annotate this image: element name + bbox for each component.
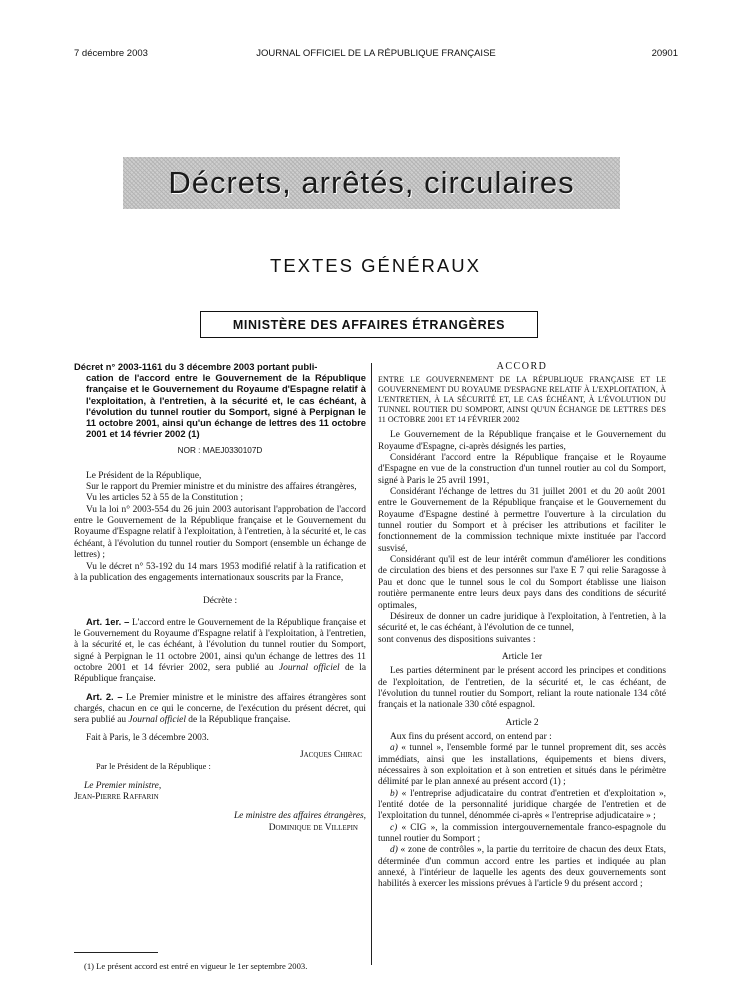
article-1 (74, 616, 366, 686)
banner-text: Décrets, arrêtés, circulaires (168, 165, 575, 200)
ministry-heading: MINISTÈRE DES AFFAIRES ÉTRANGÈRES (200, 311, 538, 338)
article-2 (74, 691, 366, 727)
definition-b (378, 789, 666, 823)
nor-reference: NOR : MAEJ0330107D (177, 446, 263, 456)
rapport-paragraph: Sur le rapport du Premier ministre et du ministre des affaires étrangères, (86, 482, 357, 493)
vu-constitution: Vu les articles 52 à 55 de la Constitution ; (86, 493, 243, 504)
section-title: TEXTES GÉNÉRAUX (270, 255, 481, 276)
fait-line: Fait à Paris, le 3 décembre 2003. (86, 732, 209, 743)
preamble-3: Considérant l'échange de lettres du 31 juillet 2001 et du 20 août 2001 entre le Gouvernement de la République française et le Gouvernement du Royaume d'Espagne destiné à permettre l'ouverture à la circulation du tunnel routier du Somport et à préciser les attributions et faciliter le fonctionnement de la commission technique mixte instituée par l'accord susvisé, (378, 487, 666, 554)
preamble-6: sont convenus des dispositions suivantes : (378, 634, 536, 645)
signature-president: Jacques Chirac (299, 749, 362, 760)
decrete-line: Décrète : (202, 596, 238, 607)
article-2-heading: Article 2 (505, 717, 539, 728)
left-column (74, 361, 366, 834)
decree-title (74, 361, 366, 439)
article-2-journal: Journal officiel (128, 715, 186, 726)
running-header (74, 48, 678, 62)
definition-d (378, 845, 666, 890)
definition-c (378, 823, 666, 846)
right-column (378, 361, 666, 891)
definition-b-letter: b) (390, 788, 398, 799)
mae-title (74, 811, 366, 822)
definition-d-letter: d) (390, 845, 398, 856)
header-date: 7 décembre 2003 (74, 48, 148, 59)
president-line: Le Président de la République, (86, 470, 202, 481)
article-1-text-b: de la République française. (74, 662, 366, 685)
article-2-text-a: Le Premier ministre et le ministre des affaires étrangères sont chargés, chacun en ce qui le concerne, de l'exécution du présent décret, qui sera publié au (74, 692, 366, 726)
column-divider (371, 363, 372, 965)
definition-a (378, 743, 666, 788)
par-le-president: Par le Président de la République : (96, 762, 211, 772)
definition-d-text: « zone de contrôles », la partie du territoire de chacun des deux Etats, déterminée d'un commun accord entre les parties et indiquée au plan annexé, à l'intérieur de laquelle les agents des deux gouvernements sont habilités à exercer les missions prévues à l'article 9 du présent accord ; (378, 845, 666, 890)
pm-title (74, 781, 366, 792)
article-1-label: Art. 1er. – (86, 615, 130, 627)
article-1-journal: Journal officiel (279, 662, 340, 673)
mae-name: Dominique de Villepin (268, 822, 358, 833)
header-page-number: 20901 (651, 48, 678, 59)
header-journal-title: JOURNAL OFFICIEL DE LA RÉPUBLIQUE FRANÇAISE (256, 48, 496, 59)
definition-c-text: « CIG », la commission intergouvernementale franco-espagnole du tunnel routier du Somport ; (378, 822, 666, 845)
mae-title-text: Le ministre des affaires étrangères, (233, 811, 366, 822)
preamble-4: Considérant qu'il est de leur intérêt commun d'améliorer les conditions de circulation des biens et des personnes sur l'axe E 7 qui relie Saragosse à Pau et donc que le tunnel sous le col du Somport établisse une liaison routière permanente entre leurs deux pays dans des conditions de sécurité optimales, (378, 555, 666, 611)
decree-title-line1: Décret n° 2003-1161 du 3 décembre 2003 portant publi- (74, 361, 318, 372)
article-1-heading: Article 1er (501, 651, 543, 662)
article-1-body: Les parties déterminent par le présent accord les principes et conditions de l'exploitation, de l'entretien, de la sécurité et, le cas échéant, de l'évolution du tunnel routier du Somport, reliant la route nationale 134 côté français et la nationale 330 côté espagnol. (378, 666, 666, 711)
preamble-1: Le Gouvernement de la République française et le Gouvernement du Royaume d'Espagne, ci-après désignés les parties, (378, 430, 666, 452)
accord-subtitle: ENTRE LE GOUVERNEMENT DE LA RÉPUBLIQUE FRANÇAISE ET LE GOUVERNEMENT DU ROYAUME D'ESPAGNE RELATIF À L'EXPLOITATION, À L'ENTRETIEN, À LA SÉCURITÉ ET, LE CAS ÉCHÉANT, À L'ÉVOLUTION DU TUNNEL ROUTIER DU SOMPORT, AINSI QU'UN ÉCHANGE DE LETTRES DES 11 OCTOBRE 2001 ET 14 FÉVRIER 2002 (378, 375, 666, 425)
vu-loi: Vu la loi n° 2003-554 du 26 juin 2003 autorisant l'approbation de l'accord entre le Gouvernement de la République française et le Gouvernement du Royaume d'Espagne relatif à l'exploitation, à l'entretien, à la sécurité et, le cas échéant, à l'évolution du tunnel routier du Somport (ensemble un échange de lettres) ; (74, 504, 366, 561)
definition-c-letter: c) (390, 822, 398, 833)
decree-title-rest: cation de l'accord entre le Gouvernement de la République française et le Gouvernement du Royaume d'Espagne relatif à l'exploitation, à l'entretien, à la sécurité et, le cas échéant, à l'évolution du tunnel routier du Somport, signé à Perpignan le 11 octobre 2001, ainsi qu'un échange de lettres des 11 octobre 2001 et 14 février 2002 (1) (86, 372, 366, 440)
definition-b-text: « l'entreprise adjudicataire du contrat d'entretien et d'exploitation », l'entité dotée de la personnalité juridique chargée de l'entretien et de l'exploitation du tunnel, dénommée ci-après « l'entreprise adjudicataire » ; (378, 788, 666, 822)
definition-a-letter: a) (390, 743, 398, 754)
accord-title: ACCORD (496, 361, 548, 372)
article-2-text-b: de la République française. (185, 715, 291, 726)
pm-name: Jean-Pierre Raffarin (74, 792, 159, 803)
footnote: (1) Le présent accord est entré en vigueur le 1er septembre 2003. (84, 961, 308, 971)
preamble-5: Désireux de donner un cadre juridique à l'exploitation, à l'entretien, à la sécurité et, le cas échéant, à l'évolution de ce tunnel, (378, 611, 666, 634)
article-2-label: Art. 2. – (86, 690, 123, 702)
article-2-intro: Aux fins du présent accord, on entend par : (390, 731, 552, 742)
pm-title-text: Le Premier ministre, (84, 780, 162, 791)
footnote-rule (74, 952, 158, 953)
section-banner (123, 157, 620, 209)
article-1-text-a: L'accord entre le Gouvernement de la République française et le Gouvernement du Royaume d'Espagne relatif à l'exploitation, à l'entretien, à la sécurité et, le cas échéant, à l'évolution du tunnel routier du Somport, signé à Perpignan le 11 octobre 2001, ainsi qu'un échange de lettres des 11 octobre 2001 et 14 février 2002, sera publié au (74, 617, 367, 673)
definition-a-text: « tunnel », l'ensemble formé par le tunnel proprement dit, ses accès immédiats, ainsi que les installations, équipements et biens divers, nécessaires à son exploitation et à son entretien et situés dans le périmètre délimité par le plan annexé au présent accord (1) ; (378, 743, 666, 788)
preamble-2: Considérant l'accord entre la République française et le Royaume d'Espagne en vue de la construction d'un tunnel routier au col du Somport, signé à Paris le 25 avril 1991, (378, 453, 666, 486)
vu-decret: Vu le décret n° 53-192 du 14 mars 1953 modifié relatif à la ratification et à la publication des engagements internationaux souscrits par la France, (74, 561, 366, 583)
